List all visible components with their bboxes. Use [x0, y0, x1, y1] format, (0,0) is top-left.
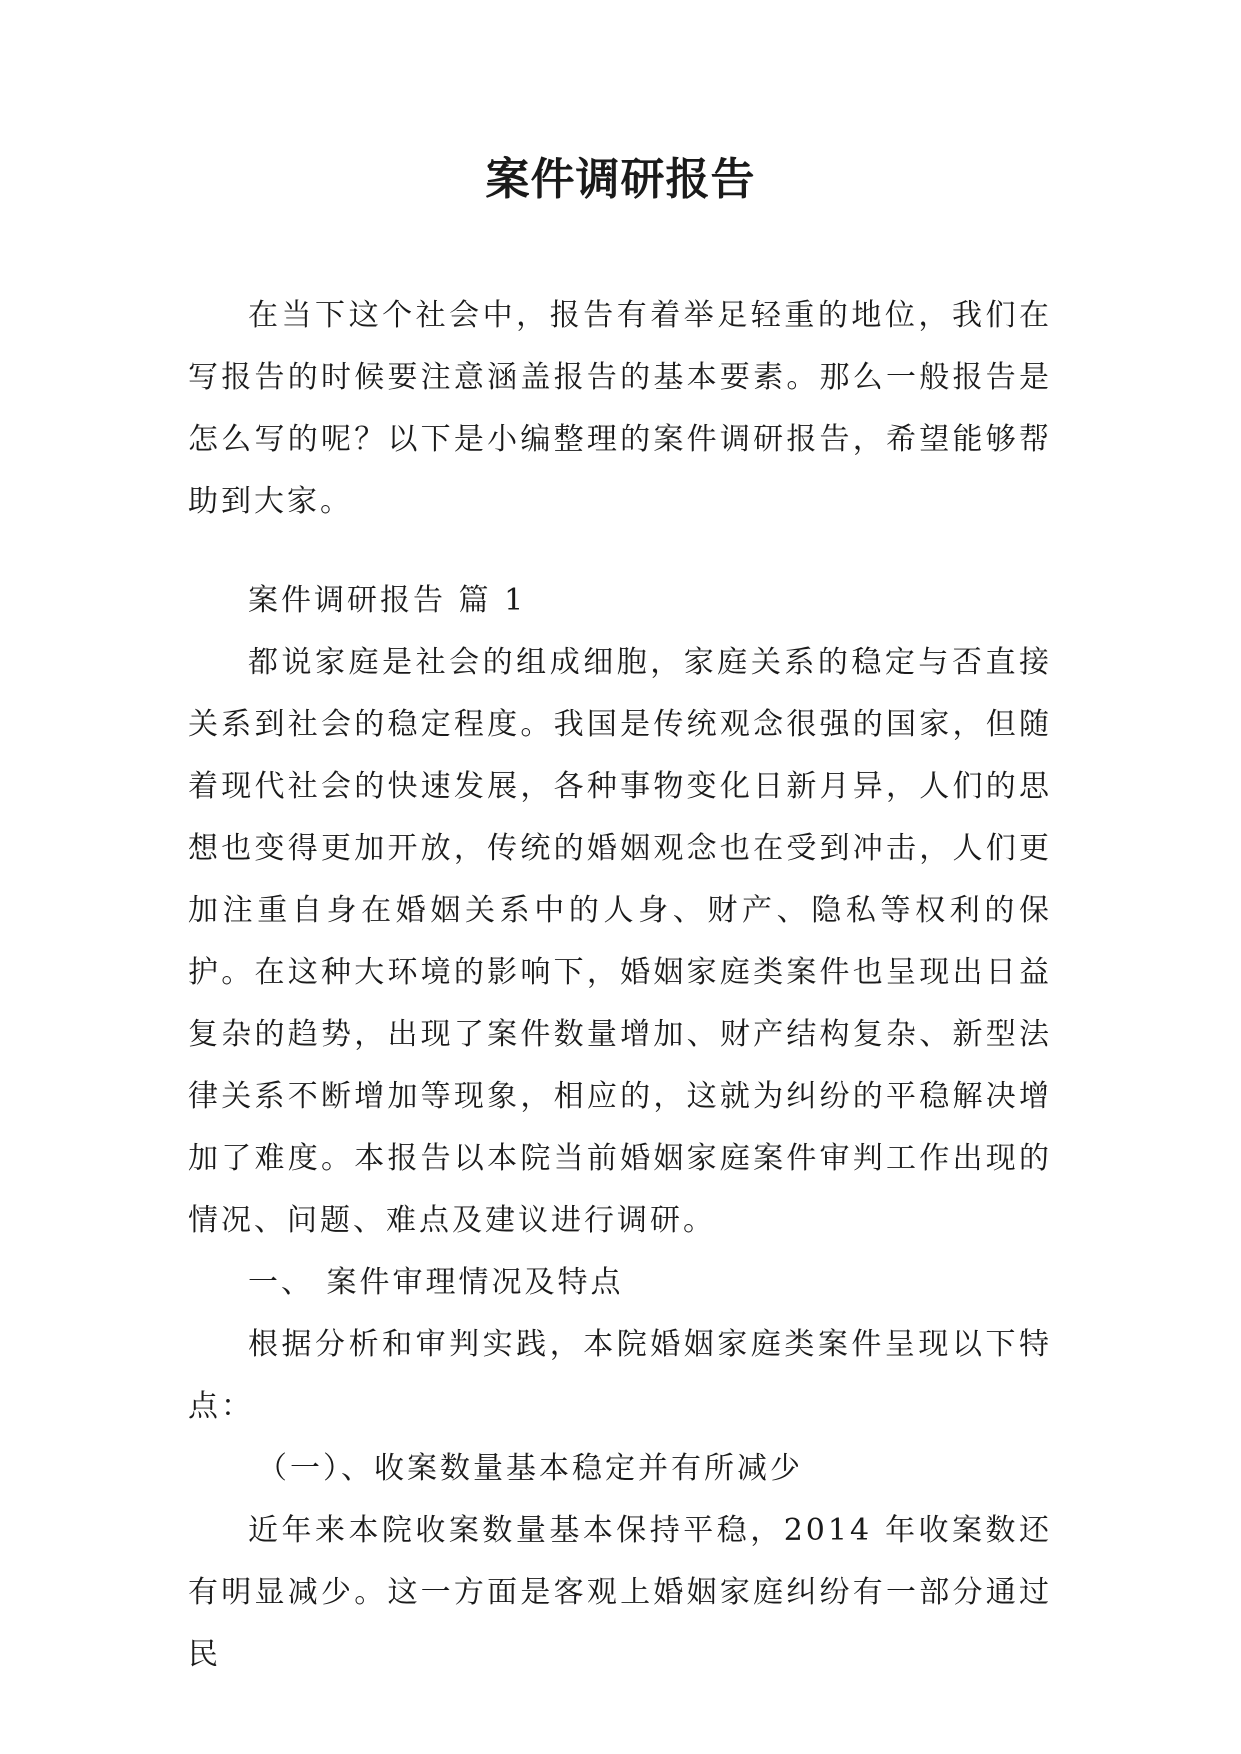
intro-block — [188, 285, 1052, 533]
main-content — [188, 570, 1052, 1686]
heading-level-1: 一、 案件审理情况及特点 — [248, 1265, 624, 1300]
paragraph: 都说家庭是社会的组成细胞，家庭关系的稳定与否直接关系到社会的稳定程度。我国是传统观念很强的国家，但随着现代社会的快速发展，各种事物变化日新月异，人们的思想也变得更加开放，传统的婚姻观念也在受到冲击，人们更加注重自身在婚姻关系中的人身、财产、隐私等权利的保护。在这种大环境的影响下，婚姻家庭类案件也呈现出日益复杂的趋势，出现了案件数量增加、财产结构复杂、新型法律关系不断增加等现象，相应的，这就为纠纷的平稳解决增加了难度。本报告以本院当前婚姻家庭案件审判工作出现的情况、问题、难点及建议进行调研。 — [188, 645, 1052, 1238]
intro-paragraph: 在当下这个社会中，报告有着举足轻重的地位，我们在写报告的时候要注意涵盖报告的基本要素。那么一般报告是怎么写的呢？以下是小编整理的案件调研报告，希望能够帮助到大家。 — [188, 298, 1052, 519]
paragraph: 根据分析和审判实践，本院婚姻家庭类案件呈现以下特点： — [188, 1327, 1052, 1424]
section-heading: 案件调研报告 篇 1 — [248, 583, 527, 618]
paragraph: 近年来本院收案数量基本保持平稳，2014 年收案数还有明显减少。这一方面是客观上婚姻家庭纠纷有一部分通过民 — [188, 1513, 1052, 1672]
document-title: 案件调研报告 — [485, 154, 756, 205]
heading-level-2: （一）、收案数量基本稳定并有所减少 — [257, 1451, 803, 1486]
